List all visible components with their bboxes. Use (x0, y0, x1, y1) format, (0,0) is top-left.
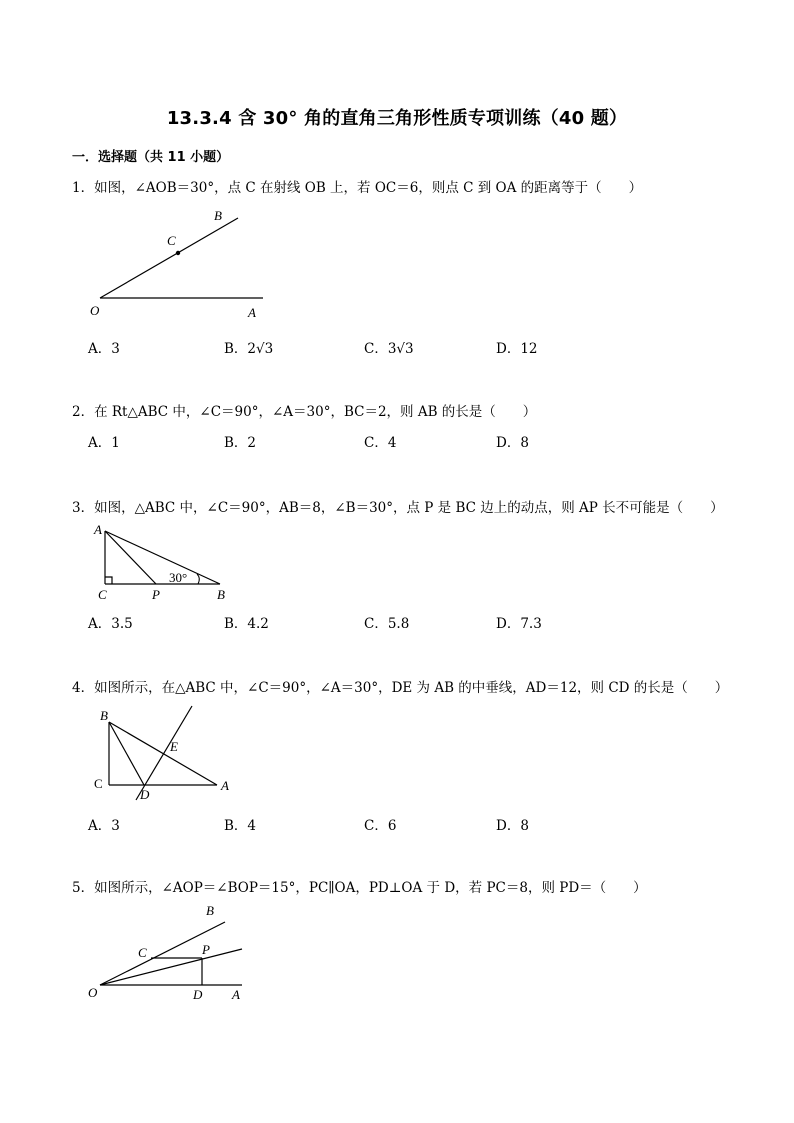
q2-option-c[interactable]: C．4 (364, 435, 397, 451)
question-1-figure (80, 205, 280, 325)
label-e: E (170, 739, 178, 754)
label-a: A (94, 522, 102, 537)
q3-option-d[interactable]: D．7.3 (496, 616, 542, 632)
question-2-stem: 2．在 Rt△ABC 中，∠C＝90°，∠A＝30°，BC＝2，则 AB 的长是（ ） (72, 404, 537, 420)
q4-option-c[interactable]: C．6 (364, 818, 397, 834)
q4-option-d[interactable]: D．8 (496, 818, 529, 834)
q1-option-c[interactable]: C．3√3 (364, 341, 414, 357)
right-angle-mark (105, 577, 112, 584)
question-5-figure (84, 900, 254, 1010)
label-a: A (232, 987, 240, 1002)
label-a: A (221, 778, 229, 793)
side-ab (105, 531, 220, 584)
label-c: C (98, 587, 107, 602)
label-c: C (167, 233, 176, 248)
q3-option-b[interactable]: B．4.2 (224, 616, 269, 632)
q3-option-a[interactable]: A．3.5 (88, 616, 133, 632)
label-o: O (90, 303, 100, 318)
question-3-figure (88, 518, 248, 604)
segment-ap (105, 531, 156, 584)
q3-option-c[interactable]: C．5.8 (364, 616, 410, 632)
q2-option-b[interactable]: B．2 (224, 435, 257, 451)
q1-option-d[interactable]: D．12 (496, 341, 538, 357)
page-title: 13.3.4 含 30° 角的直角三角形性质专项训练（40 题） (166, 108, 628, 129)
q4-option-b[interactable]: B．4 (224, 818, 257, 834)
ray-op (100, 949, 242, 985)
label-b: B (214, 208, 222, 223)
point-c (176, 251, 180, 255)
question-1-stem: 1．如图，∠AOB＝30°，点 C 在射线 OB 上，若 OC＝6，则点 C 到 OA 的距离等于（ ） (72, 180, 643, 196)
question-5-stem: 5．如图所示，∠AOP＝∠BOP＝15°，PC∥OA，PD⊥OA 于 D，若 PC＝8，则 PD＝（ ） (72, 880, 647, 896)
label-d: D (193, 987, 203, 1002)
q1-option-a[interactable]: A．3 (88, 341, 120, 357)
section-heading: 一．选择题（共 11 小题） (72, 150, 230, 165)
label-p: P (152, 587, 160, 602)
perpendicular-bisector (136, 706, 192, 800)
q1-option-b[interactable]: B．2√3 (224, 341, 274, 357)
label-angle: 30° (169, 570, 188, 585)
label-d: D (140, 787, 150, 802)
q2-option-d[interactable]: D．8 (496, 435, 529, 451)
ray-ob (100, 218, 238, 298)
question-4-stem: 4．如图所示，在△ABC 中，∠C＝90°，∠A＝30°，DE 为 AB 的中垂线，AD＝12，则 CD 的长是（ ） (72, 680, 729, 696)
label-p: P (202, 942, 210, 957)
question-3-stem: 3．如图，△ABC 中，∠C＝90°，AB＝8，∠B＝30°，点 P 是 BC 边上的动点，则 AP 长不可能是（ ） (72, 500, 724, 516)
question-4-figure (88, 700, 248, 804)
q4-option-a[interactable]: A．3 (88, 818, 120, 834)
label-c: C (138, 945, 147, 960)
label-b: B (100, 708, 108, 723)
label-c: C (94, 776, 103, 791)
label-b: B (217, 587, 225, 602)
angle-arc (197, 574, 199, 584)
label-a: A (248, 305, 256, 320)
label-o: O (88, 985, 98, 1000)
label-b: B (206, 903, 214, 918)
segment-bd (109, 722, 144, 785)
q2-option-a[interactable]: A．1 (88, 435, 120, 451)
side-ba (109, 722, 217, 785)
